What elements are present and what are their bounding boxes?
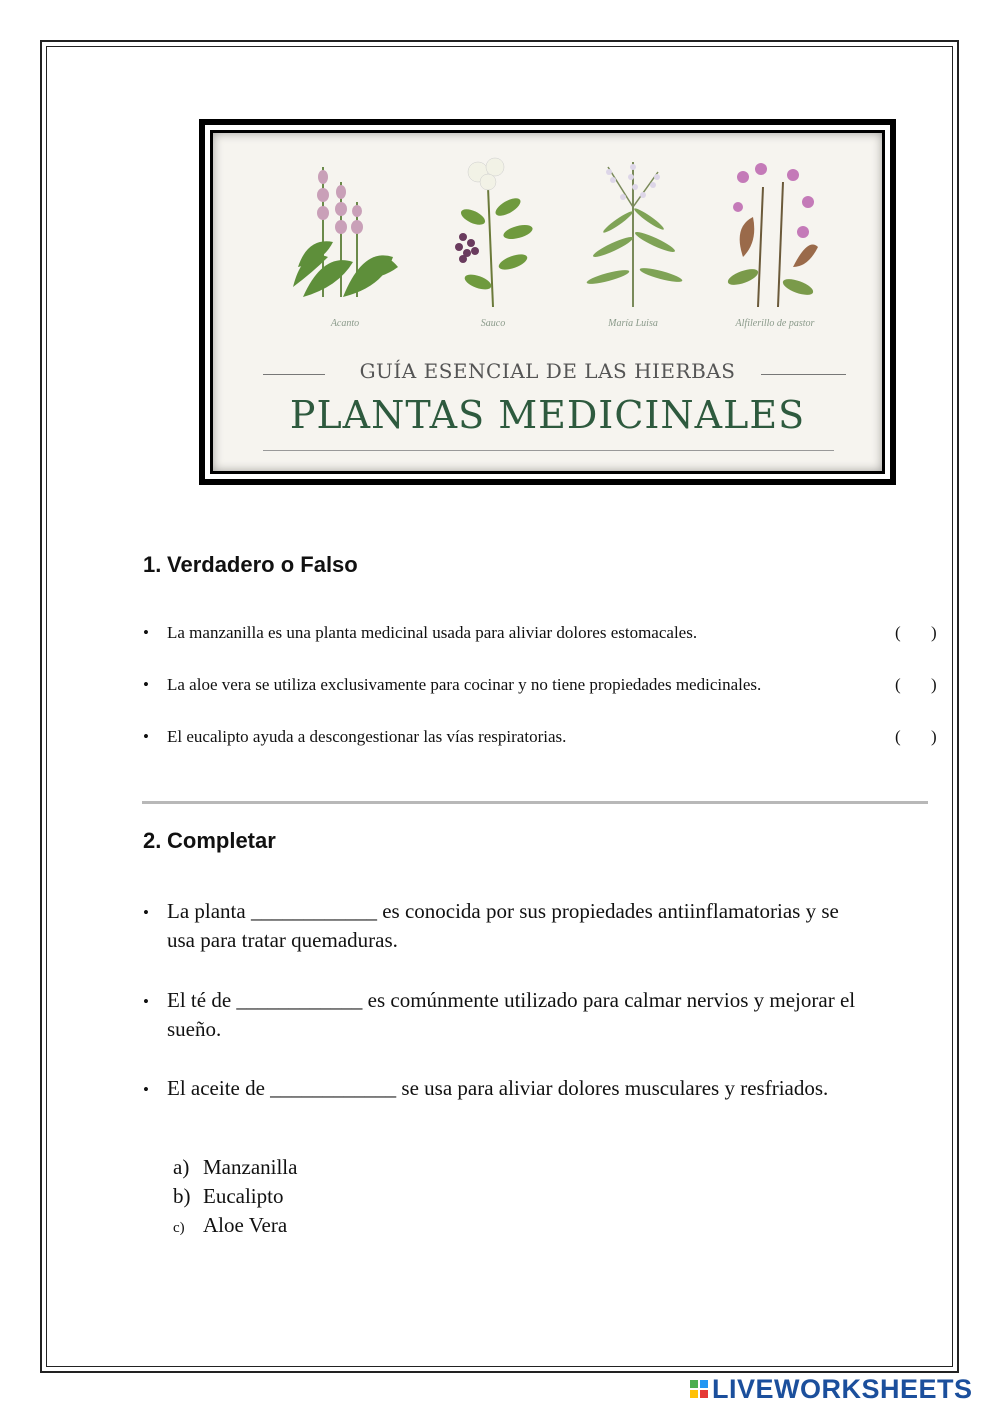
fill-blank-item [143,1074,943,1103]
section-divider [142,801,928,804]
statement-text: La manzanilla es una planta medicinal usada para aliviar dolores estomacales. [167,623,698,642]
bullet-icon: • [143,903,149,922]
fill-line-1[interactable]: La planta ____________ es conocida por sus propiedades antiinflamatorias y se [167,899,839,923]
fill-blank-item [143,986,943,1044]
logo-squares-icon [690,1380,708,1398]
option-text: Manzanilla [203,1155,298,1179]
plant-caption: Alfilerillo de pastor [735,318,815,329]
option-item [173,1153,297,1182]
answer-paren-close[interactable]: ) [931,675,937,694]
option-letter: a) [173,1155,190,1179]
option-item [173,1211,287,1243]
true-false-item [143,727,943,751]
liveworksheets-logo [690,1374,973,1404]
fill-blank-item [143,897,943,955]
section-2-number: 2. [143,828,162,853]
plant-caption: Acanto [330,318,360,329]
true-false-item [143,675,943,699]
option-letter: b) [173,1184,191,1208]
answer-paren-close[interactable]: ) [931,623,937,642]
true-false-item [143,623,943,647]
section-1-number: 1. [143,552,162,577]
alfilerillo-plant-icon [713,147,833,317]
answer-paren-open[interactable]: ( [895,623,901,642]
section-2-heading [143,828,276,854]
option-letter: c) [173,1220,185,1236]
answer-paren-open[interactable]: ( [895,727,901,746]
statement-text: La aloe vera se utiliza exclusivamente para cocinar y no tiene propiedades medicinales. [167,675,762,694]
cover-bottom-rule [263,450,834,451]
plant-caption: Sauco [480,318,506,329]
fill-line-1[interactable]: El té de ____________ es comúnmente utilizado para calmar nervios y mejorar el [167,988,856,1012]
answer-paren-close[interactable]: ) [931,727,937,746]
plant-caption: María Luisa [608,318,658,329]
fill-line-2: sueño. [167,1017,222,1041]
fill-line-1[interactable]: El aceite de ____________ se usa para aliviar dolores musculares y resfriados. [167,1076,829,1100]
cover-title: PLANTAS MEDICINALES [289,393,806,437]
cover-image [199,119,896,485]
cover-subtitle: GUÍA ESENCIAL DE LAS HIERBAS [359,359,736,383]
sauco-plant-icon [433,147,553,317]
bullet-icon: • [143,675,149,694]
section-2-title: Completar [167,828,276,853]
maria-luisa-plant-icon [573,147,693,317]
option-text: Aloe Vera [203,1213,288,1237]
bullet-icon: • [143,727,149,746]
bullet-icon: • [143,623,149,642]
option-text: Eucalipto [203,1184,284,1208]
answer-paren-open[interactable]: ( [895,675,901,694]
section-1-title: Verdadero o Falso [167,552,358,577]
statement-text: El eucalipto ayuda a descongestionar las vías respiratorias. [167,727,567,746]
bullet-icon: • [143,1080,149,1099]
bullet-icon: • [143,992,149,1011]
option-item [173,1182,283,1211]
section-1-heading [143,552,358,578]
fill-line-2: usa para tratar quemaduras. [167,928,398,952]
acanto-plant-icon [283,147,403,317]
logo-text: LIVEWORKSHEETS [712,1373,973,1404]
